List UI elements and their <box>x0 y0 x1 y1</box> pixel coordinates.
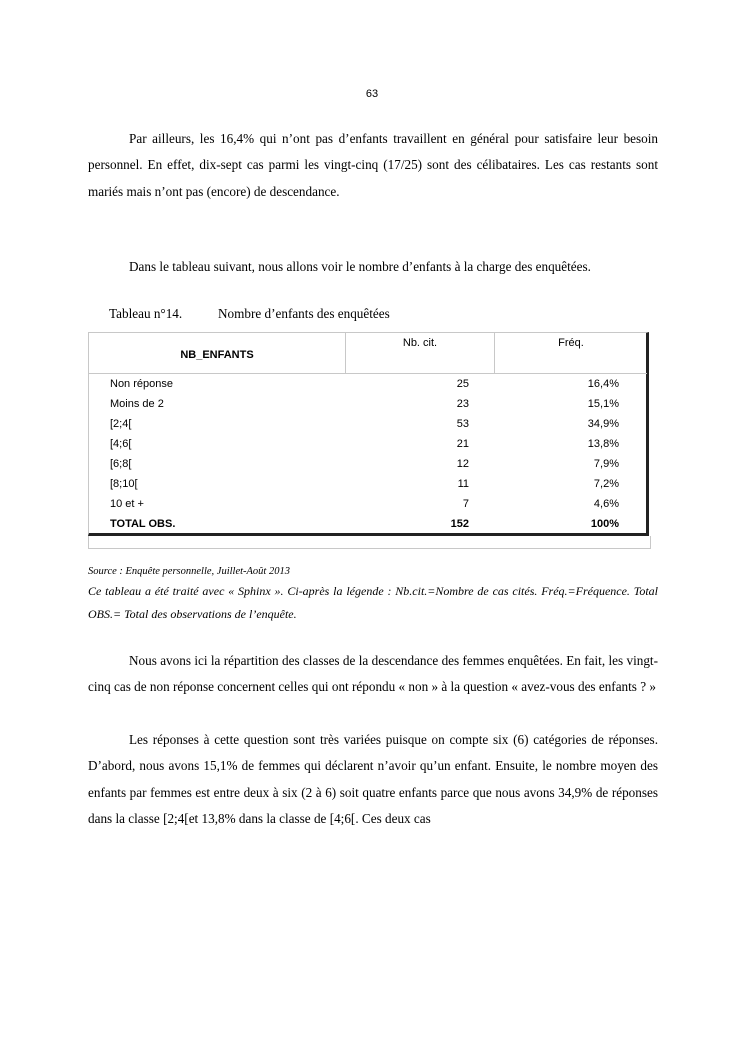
paragraph-4: Les réponses à cette question sont très variées puisque on compte six (6) catégories de réponses. D’abord, nous avons 15,1% de femmes qui déclarent n’avoir qu’un enfant. Ensuite, le nombre moyen des enfants par femmes est entre deux à six (2 à 6) soit quatre enfants parce que nous avons 34,9% de réponses dans la classe [2;4[et 13,8% dans la classe de [4;6[. Ces deux cas <box>88 732 658 826</box>
table-body <box>89 373 647 534</box>
row-count: 53 <box>456 418 469 430</box>
table-note: Ce tableau a été traité avec « Sphinx ». Ci-après la légende : Nb.cit.=Nombre de cas cités. Fréq.=Fréquence. Total OBS.= Total des observations de l’enquête. <box>88 584 658 621</box>
row-freq: 16,4% <box>587 378 619 390</box>
total-freq: 100% <box>590 518 619 530</box>
row-label: [6;8[ <box>110 458 132 470</box>
table-row <box>89 374 647 394</box>
row-count: 21 <box>456 438 469 450</box>
table-total-row <box>89 514 647 534</box>
row-count: 23 <box>456 398 469 410</box>
page-number: 63 <box>365 88 379 100</box>
row-freq: 34,9% <box>587 418 619 430</box>
table-caption <box>109 304 390 324</box>
row-freq: 4,6% <box>593 498 619 510</box>
table-source: Source : Enquête personnelle, Juillet-Août 2013 <box>88 566 290 577</box>
row-label: [2;4[ <box>110 418 132 430</box>
paragraph-3: Nous avons ici la répartition des classes de la descendance des femmes enquêtées. En fait, les vingt-cinq cas de non réponse concernent celles qui ont répondu « non » à la question « avez-vous des enfants ? » <box>88 653 658 695</box>
row-label: Moins de 2 <box>110 398 164 410</box>
row-label: [8;10[ <box>110 478 138 490</box>
table-row <box>89 394 647 414</box>
row-count: 12 <box>456 458 469 470</box>
row-freq: 15,1% <box>587 398 619 410</box>
table-row <box>89 434 647 454</box>
row-freq: 7,9% <box>593 458 619 470</box>
table-row <box>89 494 647 514</box>
row-freq: 13,8% <box>587 438 619 450</box>
row-freq: 7,2% <box>593 478 619 490</box>
row-count: 7 <box>462 498 469 510</box>
row-count: 25 <box>456 378 469 390</box>
row-label: [4;6[ <box>110 438 132 450</box>
table-row <box>89 474 647 494</box>
row-label: 10 et + <box>110 498 144 510</box>
paragraph-1: Par ailleurs, les 16,4% qui n’ont pas d’enfants travaillent en général pour satisfaire leur besoin personnel. En effet, dix-sept cas parmi les vingt-cinq (17/25) sont des célibataires. Les cas restants sont mariés mais n’ont pas (encore) de descendance. <box>88 131 658 199</box>
table-bottom-frame <box>88 536 651 549</box>
row-count: 11 <box>457 478 469 490</box>
total-count: 152 <box>450 518 469 530</box>
children-table <box>88 332 649 536</box>
table-caption-title: Nombre d’enfants des enquêtées <box>218 306 390 321</box>
header-freq: Fréq. <box>558 337 584 349</box>
table-row <box>89 454 647 474</box>
table-caption-number: Tableau n°14. <box>109 306 183 321</box>
paragraph-2: Dans le tableau suivant, nous allons voir le nombre d’enfants à la charge des enquêtées. <box>129 259 591 274</box>
total-label: TOTAL OBS. <box>110 518 176 530</box>
table-row <box>89 414 647 434</box>
row-label: Non réponse <box>110 378 173 390</box>
header-nb-enfants: NB_ENFANTS <box>89 333 346 373</box>
header-nb-cit: Nb. cit. <box>346 333 495 373</box>
